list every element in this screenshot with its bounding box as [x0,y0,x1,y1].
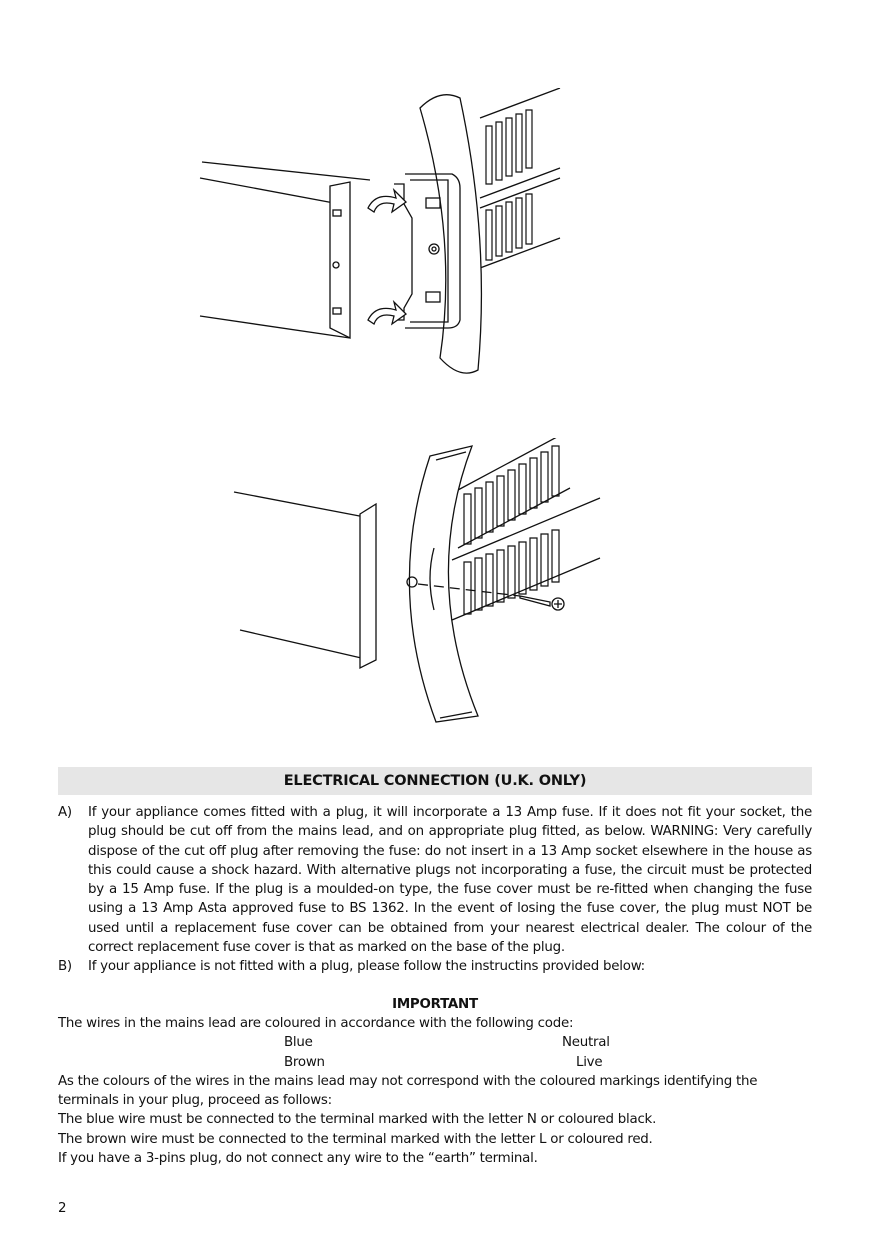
section-heading: ELECTRICAL CONNECTION (U.K. ONLY) [58,767,812,795]
item-label: B) [58,959,72,975]
paragraph: The brown wire must be connected to the terminal marked with the letter L or coloured red. [58,1131,653,1147]
important-heading: IMPORTANT [392,996,478,1012]
item-text: If your appliance is not fitted with a plug, please follow the instructins provided below: [88,959,645,975]
paragraph: If you have a 3-pins plug, do not connect any wire to the “earth” terminal. [58,1151,538,1167]
wire-code-intro: The wires in the mains lead are coloured in accordance with the following code: [58,1015,574,1031]
wire-colour: Brown [284,1054,325,1070]
list-item [58,803,812,957]
illustration-handle-attach [190,88,630,380]
illustration-handle-screw [190,438,630,730]
wire-code-row [58,1033,812,1052]
page-number: 2 [58,1201,67,1216]
item-label: A) [58,805,72,820]
list-item [58,957,812,976]
item-text: If your appliance comes fitted with a plug, it will incorporate a 13 Amp fuse. If it does not fit your socket, the plug should be cut off from the mains lead, and on appropriate plug fitted, as below. WARNING: Very carefully dispose of the cut off plug after removing the fuse: do not insert in a 13 Amp socket elsewhere in the house as this could cause a shock hazard. With alternative plugs not incorporating a fuse, the circuit must be protected by a 15 Amp fuse. If the plug is a moulded-on type, the fuse cover must be re-fitted when changing the fuse using a 13 Amp Asta approved fuse to BS 1362. In the event of losing the fuse cover, the plug must NOT be used until a replacement fuse cover can be obtained from your nearest electrical dealer. The colour of the correct replacement fuse cover is that as marked on the base of the plug. [88,805,812,956]
paragraph: As the colours of the wires in the mains lead may not correspond with the coloured markings identifying the terminals in your plug, proceed as follows: [58,1073,758,1109]
wire-function: Live [576,1054,603,1070]
wire-code-row [58,1053,812,1072]
paragraph: The blue wire must be connected to the terminal marked with the letter N or coloured black. [58,1112,657,1128]
wire-function: Neutral [562,1035,610,1051]
instructions-body [58,803,812,1168]
wire-colour: Blue [284,1035,313,1051]
